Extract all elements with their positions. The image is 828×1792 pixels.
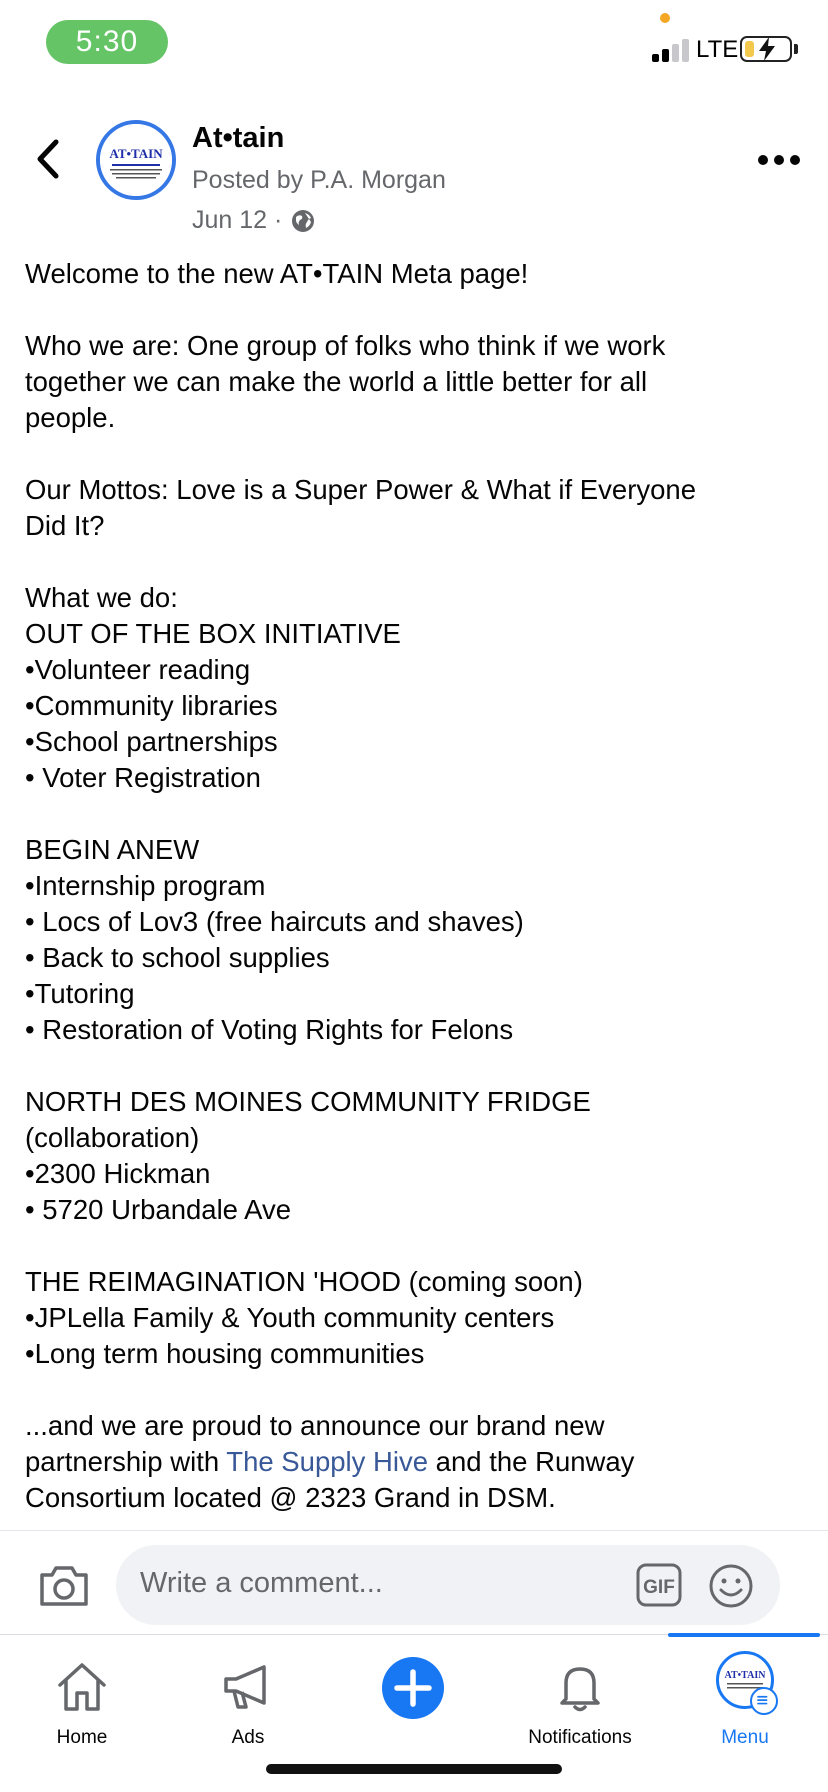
post-body-line: •Long term housing communities	[25, 1338, 425, 1369]
post-body-line-partnership	[25, 1444, 815, 1480]
post-body-line: •Volunteer reading	[25, 654, 251, 685]
post-body-spacer	[25, 544, 815, 580]
gif-label: GIF	[643, 1577, 675, 1598]
tab-menu-label: Menu	[721, 1727, 769, 1748]
post-body-lines	[25, 256, 815, 1444]
post-date[interactable]: Jun 12 ·	[192, 206, 283, 234]
network-type: LTE	[696, 36, 739, 63]
post-meta	[192, 206, 316, 235]
post-body-spacer	[25, 436, 815, 472]
post-body-line: OUT OF THE BOX INITIATIVE	[25, 618, 401, 649]
post-body-line: Our Mottos: Love is a Super Power & What if Everyone	[25, 474, 696, 505]
privacy-indicator-dot	[660, 13, 670, 23]
tab-notifications-label: Notifications	[528, 1727, 632, 1748]
status-time[interactable]: 5:30	[46, 20, 168, 64]
post-body	[25, 256, 815, 1516]
battery-cap	[794, 44, 798, 54]
post-body-line: • Restoration of Voting Rights for Felons	[25, 1014, 514, 1045]
svg-text:AT•TAIN: AT•TAIN	[724, 1670, 766, 1681]
gif-button[interactable]	[636, 1563, 682, 1607]
plus-icon	[382, 1657, 444, 1719]
post-body-line: • 5720 Urbandale Ave	[25, 1194, 291, 1225]
posted-by: Posted by P.A. Morgan	[192, 166, 446, 194]
post-body-line: • Locs of Lov3 (free haircuts and shaves)	[25, 906, 524, 937]
attain-logo-icon	[100, 124, 172, 196]
comment-input[interactable]	[116, 1545, 780, 1625]
post-body-line-closing: Consortium located @ 2323 Grand in DSM.	[25, 1482, 556, 1513]
post-body-line: •Community libraries	[25, 690, 278, 721]
post-body-line: THE REIMAGINATION 'HOOD (coming soon)	[25, 1266, 583, 1297]
partnership-suffix: and the Runway	[428, 1446, 635, 1477]
bell-icon	[552, 1659, 608, 1715]
post-body-spacer	[25, 1372, 815, 1408]
post-body-line: • Voter Registration	[25, 762, 261, 793]
post-body-line: •Tutoring	[25, 978, 135, 1009]
menu-lines-icon	[750, 1687, 778, 1715]
page-name[interactable]: At•tain	[192, 122, 285, 154]
post-body-spacer	[25, 1048, 815, 1084]
comment-placeholder: Write a comment...	[140, 1567, 383, 1599]
post-body-line: NORTH DES MOINES COMMUNITY FRIDGE	[25, 1086, 591, 1117]
tab-notifications[interactable]	[510, 1635, 650, 1765]
post-body-line: Welcome to the new AT•TAIN Meta page!	[25, 258, 529, 289]
back-button[interactable]	[30, 136, 66, 182]
tab-ads[interactable]	[184, 1635, 312, 1765]
home-icon	[54, 1659, 110, 1715]
post-body-line: BEGIN ANEW	[25, 834, 200, 865]
status-bar	[0, 0, 828, 90]
post-body-spacer	[25, 1228, 815, 1264]
signal-icon	[652, 38, 690, 62]
post-body-line: ...and we are proud to announce our brand new	[25, 1410, 605, 1441]
battery-icon	[740, 36, 792, 62]
emoji-icon[interactable]	[708, 1563, 754, 1609]
post-body-spacer	[25, 796, 815, 832]
megaphone-icon	[220, 1659, 276, 1715]
post-body-line: What we do:	[25, 582, 178, 613]
page-avatar[interactable]	[96, 120, 176, 200]
post-body-line: Did It?	[25, 510, 105, 541]
tab-ads-label: Ads	[231, 1727, 265, 1748]
more-options-button[interactable]	[756, 150, 802, 170]
post-body-line: •2300 Hickman	[25, 1158, 211, 1189]
home-indicator[interactable]	[266, 1764, 562, 1774]
globe-icon	[290, 208, 316, 234]
tab-home-label: Home	[56, 1727, 108, 1748]
battery-level-fill	[745, 41, 754, 57]
charging-bolt-icon	[754, 36, 780, 62]
post-body-line: • Back to school supplies	[25, 942, 330, 973]
post-body-line: •JPLella Family & Youth community centers	[25, 1302, 555, 1333]
create-button[interactable]	[382, 1657, 444, 1719]
post-body-line: together we can make the world a little better for all	[25, 366, 648, 397]
post-body-line: Who we are: One group of folks who think if we work	[25, 330, 666, 361]
comment-bar	[0, 1530, 828, 1634]
tab-home[interactable]	[18, 1635, 146, 1765]
camera-icon[interactable]	[38, 1561, 90, 1609]
supply-hive-link[interactable]: The Supply Hive	[226, 1446, 429, 1477]
post-body-line: people.	[25, 402, 116, 433]
partnership-prefix: partnership with	[25, 1446, 227, 1477]
post-body-line: (collaboration)	[25, 1122, 200, 1153]
post-body-spacer	[25, 292, 815, 328]
post-body-line: •School partnerships	[25, 726, 278, 757]
svg-text:AT•TAIN: AT•TAIN	[109, 146, 163, 161]
post-body-line: •Internship program	[25, 870, 266, 901]
